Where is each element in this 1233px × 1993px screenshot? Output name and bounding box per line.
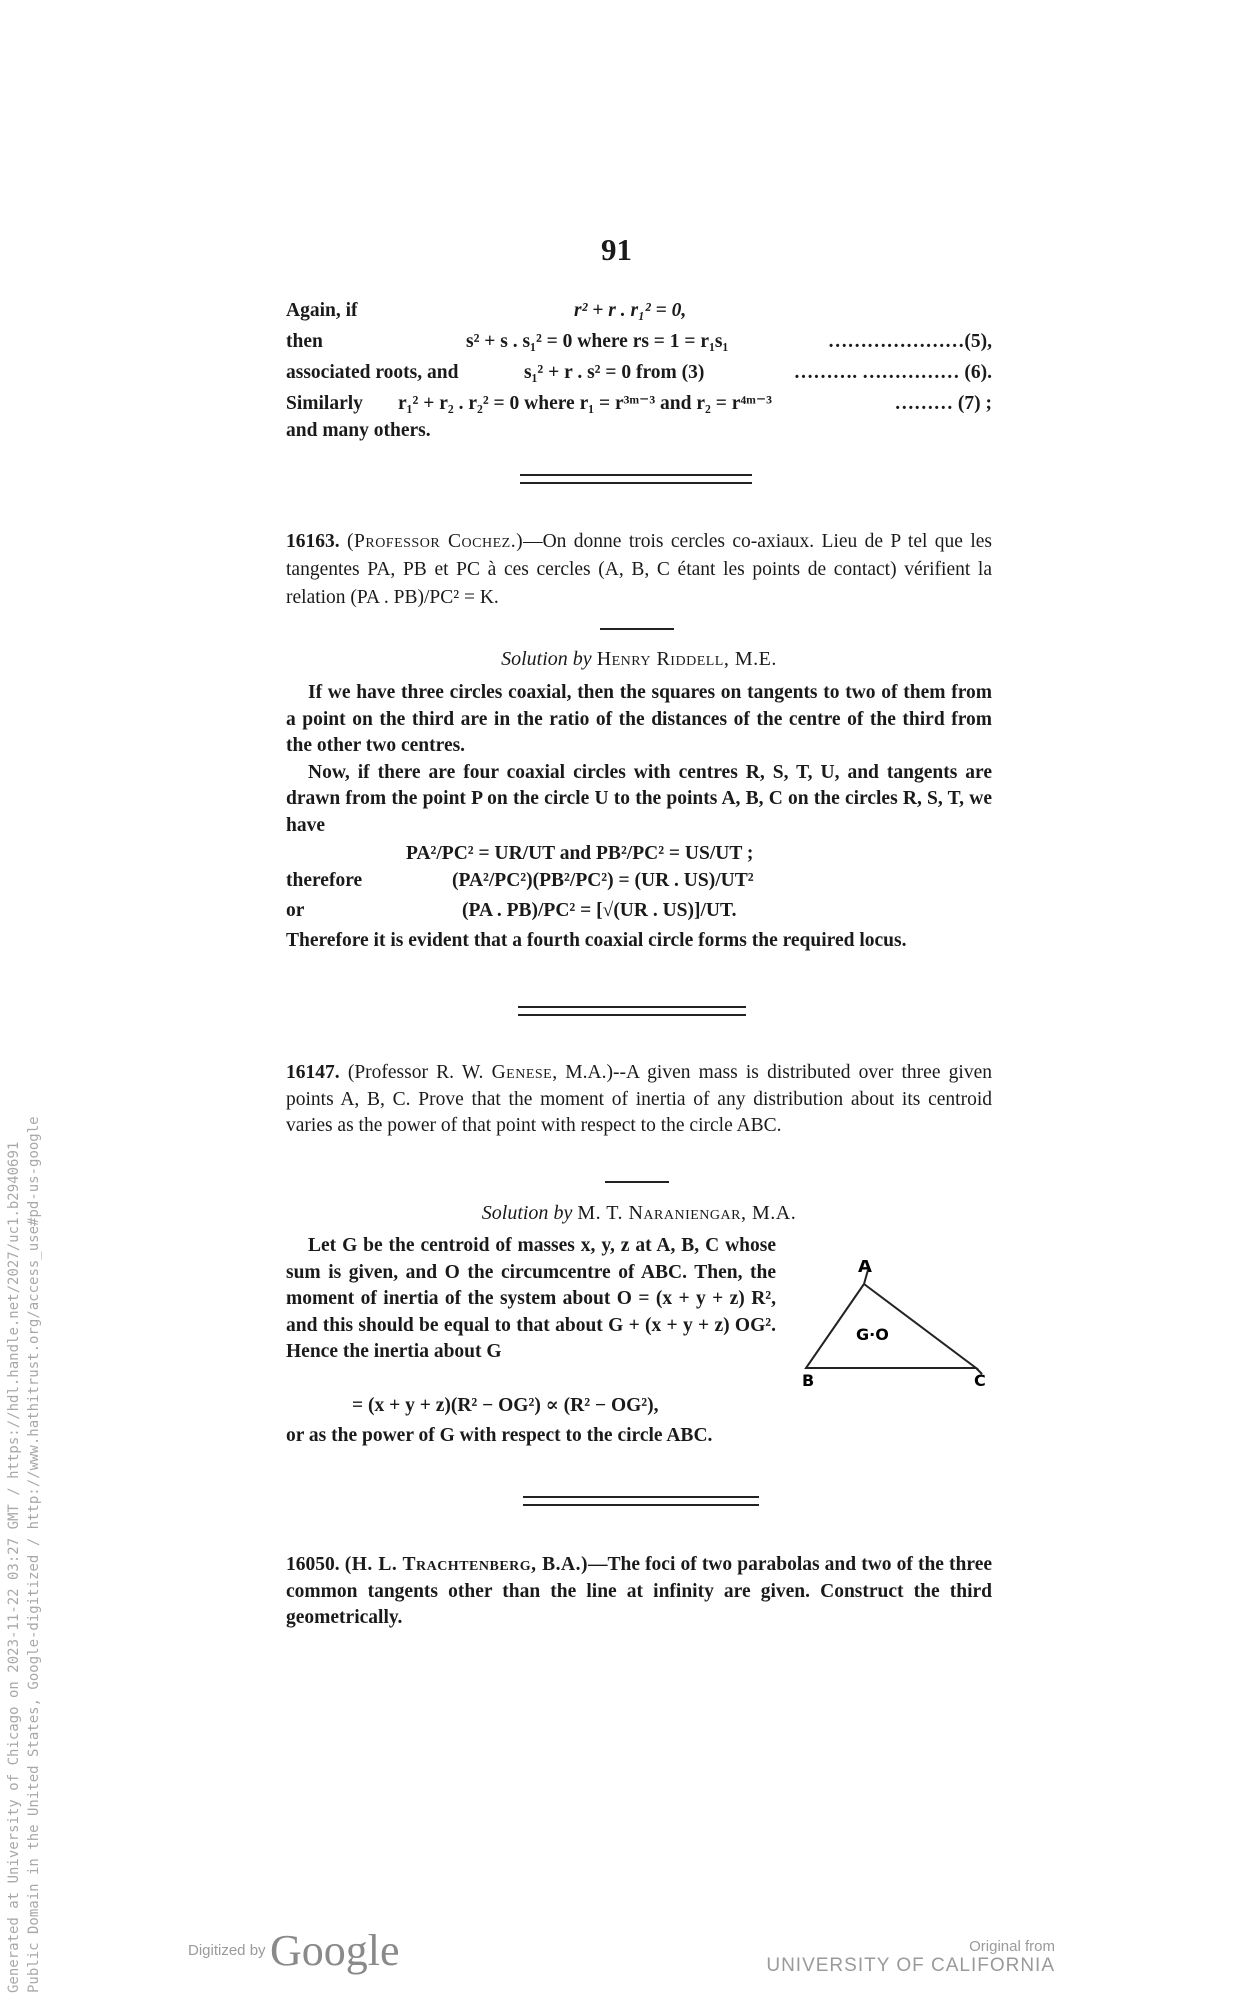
problem-statement [286,528,992,612]
row-formula: s² + s . s₁² = 0 where rs = 1 = r₁s₁ [466,331,729,352]
problem-number: 16163. [286,531,340,552]
row-tail: …………………(5), [827,331,992,352]
equation-label: therefore [286,869,363,891]
vertex-label-c: C [974,1371,986,1390]
digitized-by-google [188,1925,400,1976]
original-from-label: Original from [969,1938,1055,1955]
solution-body-16147 [286,1233,776,1366]
closing-line: and many others. [286,420,431,441]
problem-author: (Professor Cochez.) [347,531,524,552]
problem-16050 [286,1552,992,1632]
problem-text: —The foci of two parabolas and two of the three common tangents other than the line at infinity are given. Construct the third geometrically. [286,1554,992,1628]
digitized-by-label: Digitized by [188,1942,266,1959]
solution-heading [286,1202,992,1225]
university-name: UNIVERSITY OF CALIFORNIA [766,1955,1055,1976]
equation-1: PA²/PC² = UR/UT and PB²/PC² = US/UT ; [406,843,754,864]
paragraph-body: Let G be the centroid of masses x, y, z at A, B, C whose sum is given, and O the circumcentre of ABC. Then, the moment of inertia of the system about O = (x + y + z) R², and this should be equal to that about G + (x + y + z) OG². Hence the inertia about G [286,1235,776,1362]
digitization-notice [4,993,44,1993]
solution-author: M. T. Naraniengar, M.A. [577,1202,797,1224]
equation-3: (PA . PB)/PC² = [√(UR . US)]/UT. [462,899,737,921]
row-label: Again, if [286,300,358,321]
google-logo: Google [270,1926,400,1975]
equation-2: (PA²/PC²)(PB²/PC²) = (UR . US)/UT² [452,869,754,891]
centroid-circumcentre-label: G·O [856,1325,889,1344]
problem-16163 [286,528,992,612]
problem-statement [286,1060,992,1140]
problem-number: 16147. [286,1062,340,1083]
problem-16147 [286,1060,992,1140]
conclusion: Therefore it is evident that a fourth coaxial circle forms the required locus. [286,929,907,951]
row-label: Similarly [286,393,363,414]
equation-label: or [286,899,305,921]
solution-by: by [572,648,592,670]
row-formula: r² + r . r₁² = 0, [574,300,687,321]
row-formula: r₁² + r₂ . r₂² = 0 where r₁ = r³ᵐ⁻³ and r₂ = r⁴ᵐ⁻³ [398,393,772,414]
short-rule [600,628,674,630]
original-from [755,1938,1055,1977]
equation-2-row [286,868,992,898]
vertex-label-a: A [858,1260,872,1277]
row-tail: ………. …………… (6). [793,362,992,383]
top-section [286,298,992,444]
row-tail: ……… (7) ; [894,393,992,414]
formula-row-4 [286,391,992,422]
row-label: then [286,331,323,352]
solution-label: Solution [501,648,568,670]
notice-line-1: Generated at University of Chicago on 2023-11-22 03:27 GMT / https://hdl.handle.net/2027/uc1.b2940691 [6,1141,22,1993]
paragraph-2: Now, if there are four coaxial circles with centres R, S, T, U, and tangents are drawn from the point P on the circle U to the points A, B, C on the circles R, S, T, we have [286,761,992,836]
short-rule [605,1181,669,1183]
problem-number: 16050. [286,1554,340,1575]
formula-row-2 [286,329,992,360]
problem-text: --A given mass is distributed over three given points A, B, C. Prove that the moment of inertia of any distribution about its centroid varies as the power of that point with respect to the circle ABC. [286,1062,993,1136]
row-formula: s₁² + r . s² = 0 from (3) [524,362,705,383]
formula-row-3 [286,360,992,391]
solution-by: by [553,1202,573,1224]
vertex-label-b: B [802,1371,815,1390]
section-divider [523,1496,759,1506]
solution-label: Solution [481,1202,549,1224]
notice-line-2: Public Domain in the United States, Google-digitized / http://www.hathitrust.org/access_use#pd-us-google [26,1116,42,1993]
formula-row-1 [286,298,992,329]
equation-3-row [286,898,992,928]
problem-author-close: , M.A.) [552,1062,613,1083]
solution-body-16163 [286,680,992,954]
section-divider [518,1006,746,1016]
problem-text: —On donne trois cercles co-axiaux. Lieu de P tel que les tangentes PA, PB et PC à ces cercles (A, B, C étant les points de contact) vérifient la relation (PA . PB)/PC² = K. [286,531,993,608]
triangle-diagram [796,1260,996,1390]
solution-heading [286,648,992,671]
problem-author-name: Genese [491,1062,553,1083]
section-divider [520,474,752,484]
triangle-edges [806,1284,976,1368]
solution-author: Henry Riddell, M.E. [596,648,777,670]
conclusion: or as the power of G with respect to the circle ABC. [286,1425,713,1446]
problem-author-open: (Professor R. W. [347,1062,484,1083]
row-label: associated roots, and [286,362,459,383]
inertia-equation: = (x + y + z)(R² − OG²) ∝ (R² − OG²), [352,1395,659,1416]
page-number: 91 [601,232,632,267]
problem-author: (H. L. Trachtenberg, B.A.) [344,1554,588,1575]
paragraph-1: If we have three circles coaxial, then the squares on tangents to two of them from a point on the third are in the ratio of the distances of the centre of the third from the other two centres. [286,682,992,756]
